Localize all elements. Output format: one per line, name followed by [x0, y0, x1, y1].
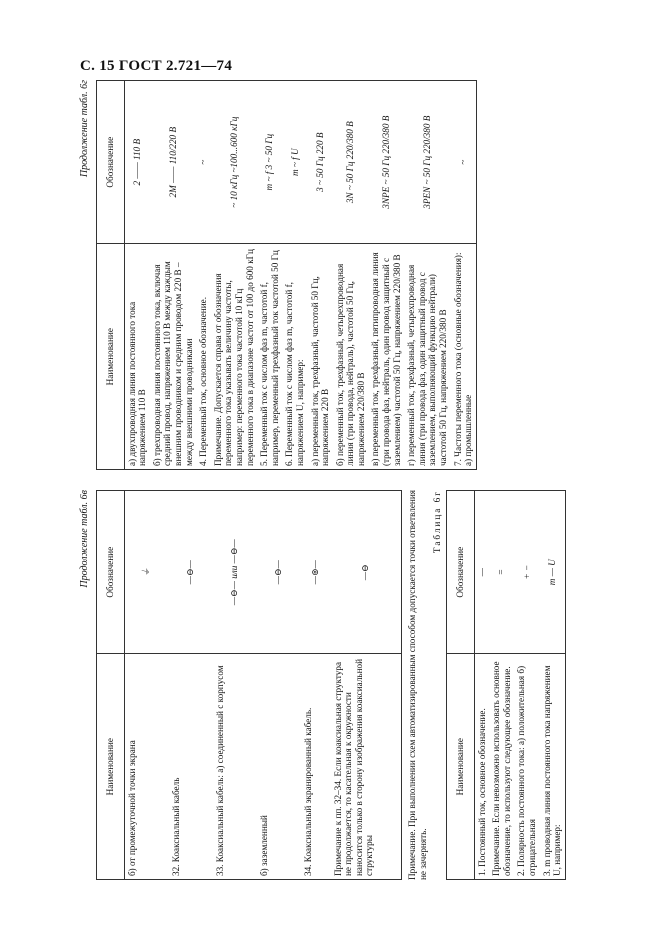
- table-row: [282, 81, 307, 470]
- row-symbol: 3N ~ 50 Гц 220/380 В: [333, 81, 369, 244]
- left-half: [79, 490, 602, 880]
- table-row: [211, 81, 257, 470]
- row-name: в) переменный ток, трехфазный, пятипроводная линия (три провода фаз, нейтраль, один провод защитный с заземлением) частотой 50 Гц, напряжением 220/380 В: [368, 244, 404, 470]
- row-symbol: —: [474, 491, 489, 654]
- footnote: Примечание. При выполнении схем автоматизированным способом допускается точки ответвления не зачернять.: [407, 490, 428, 880]
- row-name: 34. Коаксиальный экранированный кабель.: [301, 654, 331, 880]
- row-symbol: —⊚—: [301, 491, 331, 654]
- row-name: Примечание. Если невозможно использовать основное обозначение, то используют следующее обозначение.: [489, 654, 514, 880]
- table-row: [451, 81, 477, 470]
- row-symbol: 2 —— 110 В: [124, 81, 150, 244]
- table-row: [301, 491, 331, 880]
- row-name: б) заземленный: [257, 654, 301, 880]
- table-row: [169, 491, 213, 880]
- row-name: б) от промежуточной точки экрана: [124, 654, 169, 880]
- col-header-symbol: Обозначение: [97, 81, 125, 244]
- row-symbol: m — U: [540, 491, 566, 654]
- table-row: [368, 81, 404, 470]
- row-name: а) двухпроводная линия постоянного тока напряжением 110 В: [124, 244, 150, 470]
- page-header: С. 15 ГОСТ 2.721—74: [80, 58, 233, 74]
- table-row: [514, 491, 539, 880]
- table-row: [196, 81, 211, 470]
- rotated-page-body: [79, 80, 602, 880]
- table-row: [308, 81, 333, 470]
- row-name: б) трехпроводная линия постоянного тока, включая средний провод, напряжением 110 В между каждым внешним проводником и средним проводом 220 В – между внешними проводниками: [150, 244, 196, 470]
- row-name: 7. Частоты переменного тока (основные обозначения): а) промышленные: [451, 244, 477, 470]
- col-header-symbol: Обозначение: [97, 491, 125, 654]
- row-symbol: —⊖—: [257, 491, 301, 654]
- row-name: б) переменный ток, трехфазный, четырехпроводная линия (три провода, нейтраль), частотой 50 Гц, напряжением 220/380 В: [333, 244, 369, 470]
- right-half: [79, 80, 602, 470]
- row-symbol: ⏚: [124, 491, 169, 654]
- row-name: 33. Коаксиальный кабель: а) соединенный с корпусом: [213, 654, 257, 880]
- row-name: 5. Переменный ток с числом фаз m, частотой f, например, переменный трехфазный ток частотой 50 Гц: [257, 244, 282, 470]
- table-row: [150, 81, 196, 470]
- table-row: [213, 491, 257, 880]
- table-row: [489, 491, 514, 880]
- left-caption: Продолжение табл. 6в: [79, 490, 90, 588]
- table-row: [257, 81, 282, 470]
- table-row: [331, 491, 402, 880]
- col-header-name: Наименование: [97, 244, 125, 470]
- row-symbol: m ~ f U: [282, 81, 307, 244]
- row-symbol: 3 ~ 50 Гц 220 В: [308, 81, 333, 244]
- row-symbol: =: [489, 491, 514, 654]
- table-row: [124, 81, 150, 470]
- table-6g: [446, 490, 566, 880]
- row-name: Примечание. Допускается справа от обозначения переменного тока указывать величину частоты, например: переменного тока частотой 10 кГц переменного тока в диапазоне частот от 100 до 600 кГц: [211, 244, 257, 470]
- table-row: [124, 491, 169, 880]
- row-symbol: + −: [514, 491, 539, 654]
- row-symbol: —⊖: [331, 491, 402, 654]
- row-symbol: 2М —— 110/220 В: [150, 81, 196, 244]
- table-row: [257, 491, 301, 880]
- table-row: [404, 81, 450, 470]
- row-name: 1. Постоянный ток, основное обозначение.: [474, 654, 489, 880]
- row-symbol: —⊖— или —⊖—: [213, 491, 257, 654]
- row-symbol: 3NPE ~ 50 Гц 220/380 В: [368, 81, 404, 244]
- row-name: 3. m проводная линия постоянного тока напряжением U, например:: [540, 654, 566, 880]
- col-header-name: Наименование: [447, 654, 475, 880]
- row-name: 4. Переменный ток, основное обозначение.: [196, 244, 211, 470]
- row-name: г) переменный ток, трехфазный, четырехпроводная линия (три провода фаз, один защитный провод с заземлением, выполняющий функцию нейтрали) частотой 50 Гц, напряжением 220/380 В: [404, 244, 450, 470]
- table-title: Таблица 6г: [432, 490, 442, 554]
- col-header-symbol: Обозначение: [447, 491, 475, 654]
- row-symbol: —⊖—: [169, 491, 213, 654]
- row-name: 32. Коаксиальный кабель: [169, 654, 213, 880]
- table-row: [333, 81, 369, 470]
- row-name: Примечание к пп. 32–34. Если коаксиальная структура не продолжается, то касательная к окружности наносится только в сторону изображения коаксиальной структуры: [331, 654, 402, 880]
- right-caption: Продолжение табл. 6г: [79, 80, 90, 178]
- row-name: 2. Полярность постоянного тока: а) положительная б) отрицательная: [514, 654, 539, 880]
- row-symbol: ~ 10 кГц ~100...600 кГц: [211, 81, 257, 244]
- col-header-name: Наименование: [97, 654, 125, 880]
- row-name: 6. Переменный ток с числом фаз m, частотой f, напряжением U, например:: [282, 244, 307, 470]
- row-name: а) переменный ток, трехфазный, частотой 50 Гц, напряжением 220 В: [308, 244, 333, 470]
- table-row: [474, 491, 489, 880]
- row-symbol: m ~ f 3 ~ 50 Гц: [257, 81, 282, 244]
- table-6g-continued: [96, 80, 477, 470]
- row-symbol: ~: [196, 81, 211, 244]
- table-6v: [96, 490, 402, 880]
- row-symbol: ~: [451, 81, 477, 244]
- row-symbol: 3PEN ~ 50 Гц 220/380 В: [404, 81, 450, 244]
- table-row: [540, 491, 566, 880]
